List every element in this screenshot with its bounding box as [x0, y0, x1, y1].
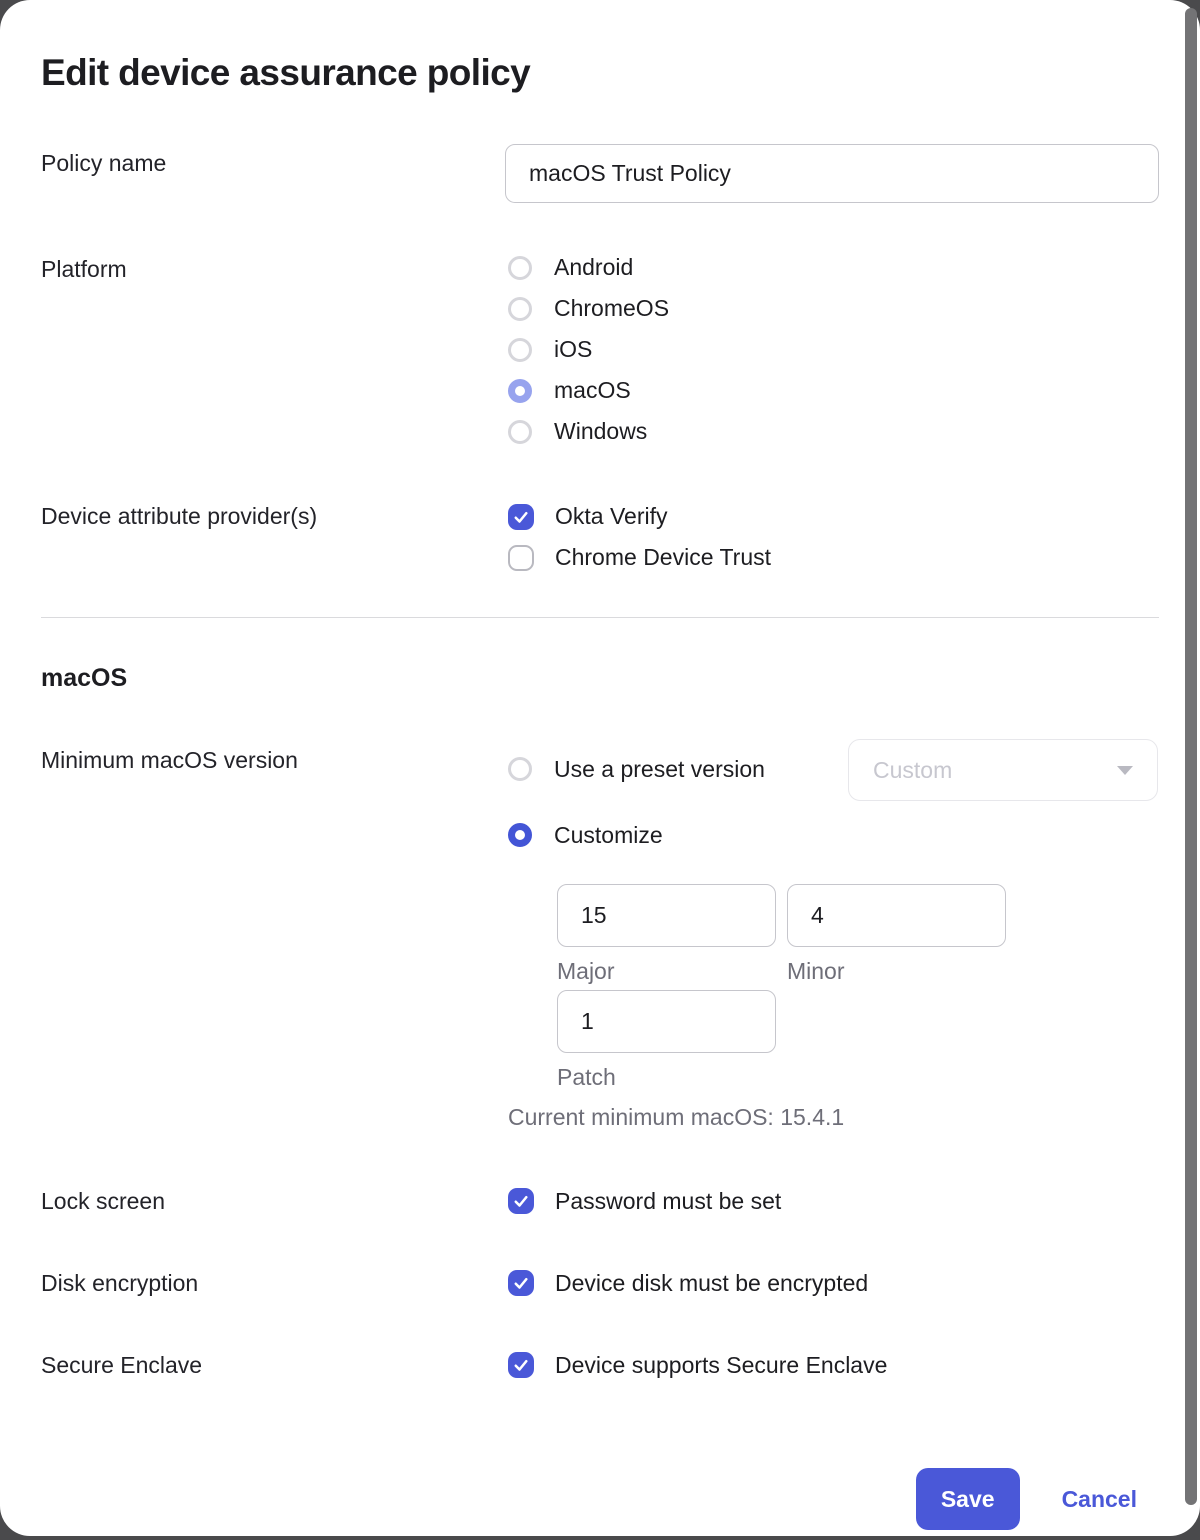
radio-unselected-icon: [508, 297, 532, 321]
dialog-footer: [916, 1468, 1137, 1530]
checkbox-unchecked-icon: [508, 545, 534, 571]
minor-field-label: Minor: [787, 958, 845, 984]
save-button[interactable]: Save: [916, 1468, 1020, 1530]
minimum-macos-version-label: Minimum macOS version: [41, 747, 298, 773]
radio-unselected-icon: [508, 338, 532, 362]
lock-screen-option[interactable]: Password must be set: [508, 1187, 781, 1215]
current-minimum-macos-text: Current minimum macOS: 15.4.1: [508, 1104, 845, 1130]
device-attribute-providers-group: [508, 496, 771, 578]
checkbox-checked-icon: [508, 504, 534, 530]
patch-field-label: Patch: [557, 1064, 616, 1090]
platform-option-android[interactable]: Android: [508, 247, 669, 288]
checkbox-checked-icon: [508, 1188, 534, 1214]
check-icon: [512, 508, 530, 526]
radio-unselected-icon: [508, 256, 532, 280]
platform-option-macos[interactable]: macOS: [508, 370, 669, 411]
platform-option-ios[interactable]: iOS: [508, 329, 669, 370]
preset-select-value: Custom: [873, 756, 953, 783]
secure-enclave-option[interactable]: Device supports Secure Enclave: [508, 1351, 887, 1379]
section-divider: [41, 617, 1159, 618]
patch-version-input[interactable]: [557, 990, 776, 1053]
minor-version-input[interactable]: [787, 884, 1006, 947]
platform-option-windows[interactable]: Windows: [508, 411, 669, 452]
check-icon: [512, 1356, 530, 1374]
min-version-option-customize[interactable]: Customize: [508, 821, 663, 849]
platform-label: Platform: [41, 256, 127, 282]
provider-option-chrome-device-trust[interactable]: Chrome Device Trust: [508, 537, 771, 578]
platform-radio-group: [508, 247, 669, 452]
check-icon: [512, 1192, 530, 1210]
major-field-label: Major: [557, 958, 615, 984]
radio-selected-icon: [508, 823, 532, 847]
radio-selected-icon: [508, 379, 532, 403]
lock-screen-label: Lock screen: [41, 1188, 166, 1214]
platform-option-chromeos[interactable]: ChromeOS: [508, 288, 669, 329]
check-icon: [512, 1274, 530, 1292]
cancel-button[interactable]: Cancel: [1061, 1485, 1137, 1512]
chevron-down-icon: [1117, 766, 1133, 775]
checkbox-checked-icon: [508, 1270, 534, 1296]
min-version-option-preset[interactable]: Use a preset version: [508, 755, 765, 783]
macos-section-heading: macOS: [41, 664, 128, 692]
policy-name-input[interactable]: [505, 144, 1159, 203]
disk-encryption-option[interactable]: Device disk must be encrypted: [508, 1269, 868, 1297]
disk-encryption-label: Disk encryption: [41, 1270, 199, 1296]
vertical-scrollbar-thumb[interactable]: [1185, 8, 1197, 1505]
policy-name-label: Policy name: [41, 150, 167, 176]
radio-unselected-icon: [508, 420, 532, 444]
major-version-input[interactable]: [557, 884, 776, 947]
secure-enclave-label: Secure Enclave: [41, 1352, 203, 1378]
provider-option-okta-verify[interactable]: Okta Verify: [508, 496, 771, 537]
checkbox-checked-icon: [508, 1352, 534, 1378]
dialog-title: Edit device assurance policy: [41, 52, 531, 93]
device-attribute-providers-label: Device attribute provider(s): [41, 503, 318, 529]
preset-version-select[interactable]: [848, 739, 1158, 801]
radio-unselected-icon: [508, 757, 532, 781]
